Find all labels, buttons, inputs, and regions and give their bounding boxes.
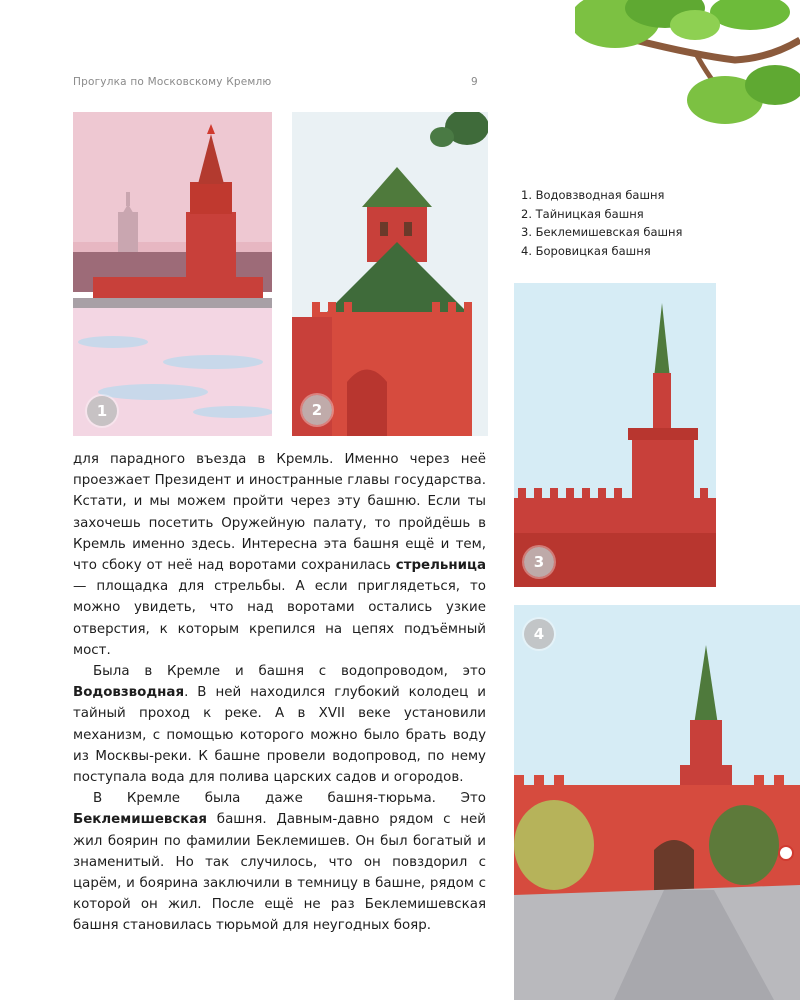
body-text	[73, 449, 486, 937]
legend-item-4: 4. Боровицкая башня	[521, 243, 651, 258]
photo-legend	[521, 186, 682, 260]
paragraph-3: В Кремле была даже башня-тюрьма. Это Беклемишевская башня. Давным-давно рядом с ней жил боярин по фамилии Беклемишев. Он был богатый и знаменитый. Но так случилось, что он повздорил с царём, и боярина заключили в темницу в башне, рядом с которой он жил. После ещё не раз Беклемишевская башня становилась тюрьмой для неугодных бояр.	[73, 791, 486, 934]
photo-badge-4: 4	[524, 619, 554, 649]
term-vodovzvodnaya: Водовзводная	[73, 685, 185, 701]
legend-item-3: 3. Беклемишевская башня	[521, 225, 683, 239]
running-header-title: Прогулка по Московскому Кремлю	[73, 76, 272, 88]
legend-item-2: 2. Тайницкая башня	[521, 206, 644, 221]
photo-tainitskaya-tower	[292, 112, 488, 436]
tree-branch-illustration	[575, 0, 800, 135]
term-strelnitsa: стрельница	[395, 558, 486, 574]
photo-borovitskaya-tower	[514, 605, 800, 1000]
paragraph-2: Была в Кремле и башня с водопроводом, это Водовзводная. В ней находился глубокий колодец и тайный проход к реке. А в XVII веке установили механизм, с помощью которого можно было брать воду из Москвы-реки. К башне провели водопровод, по нему поступала вода для полива царских садов и огородов.	[73, 664, 486, 786]
legend-item-1: 1. Водовзводная башня	[521, 188, 665, 202]
paragraph-1: для парадного въезда в Кремль. Именно через неё проезжает Президент и иностранные главы государства. Кстати, и мы можем пройти через эту башню. Если ты захочешь посетить Оружейную палату, то пройдёшь в Кремль именно здесь. Интересна эта башня ещё и тем, что сбоку от неё над воротами сохранилась стрельница — площадка для стрельбы. А если приглядеться, то можно увидеть, что над воротами остались узкие отверстия, к которым крепился на цепях подъёмный мост.	[73, 452, 486, 658]
term-beklemishevskaya: Беклемишевская	[73, 812, 208, 828]
photo-badge-1: 1	[87, 396, 117, 426]
photo-badge-2: 2	[302, 395, 332, 425]
page-number: 9	[471, 76, 478, 88]
photo-beklemishevskaya-tower	[514, 283, 716, 587]
running-header	[73, 76, 493, 88]
photo-vodovzvodnaya-tower	[73, 112, 272, 436]
photo-badge-3: 3	[524, 547, 554, 577]
